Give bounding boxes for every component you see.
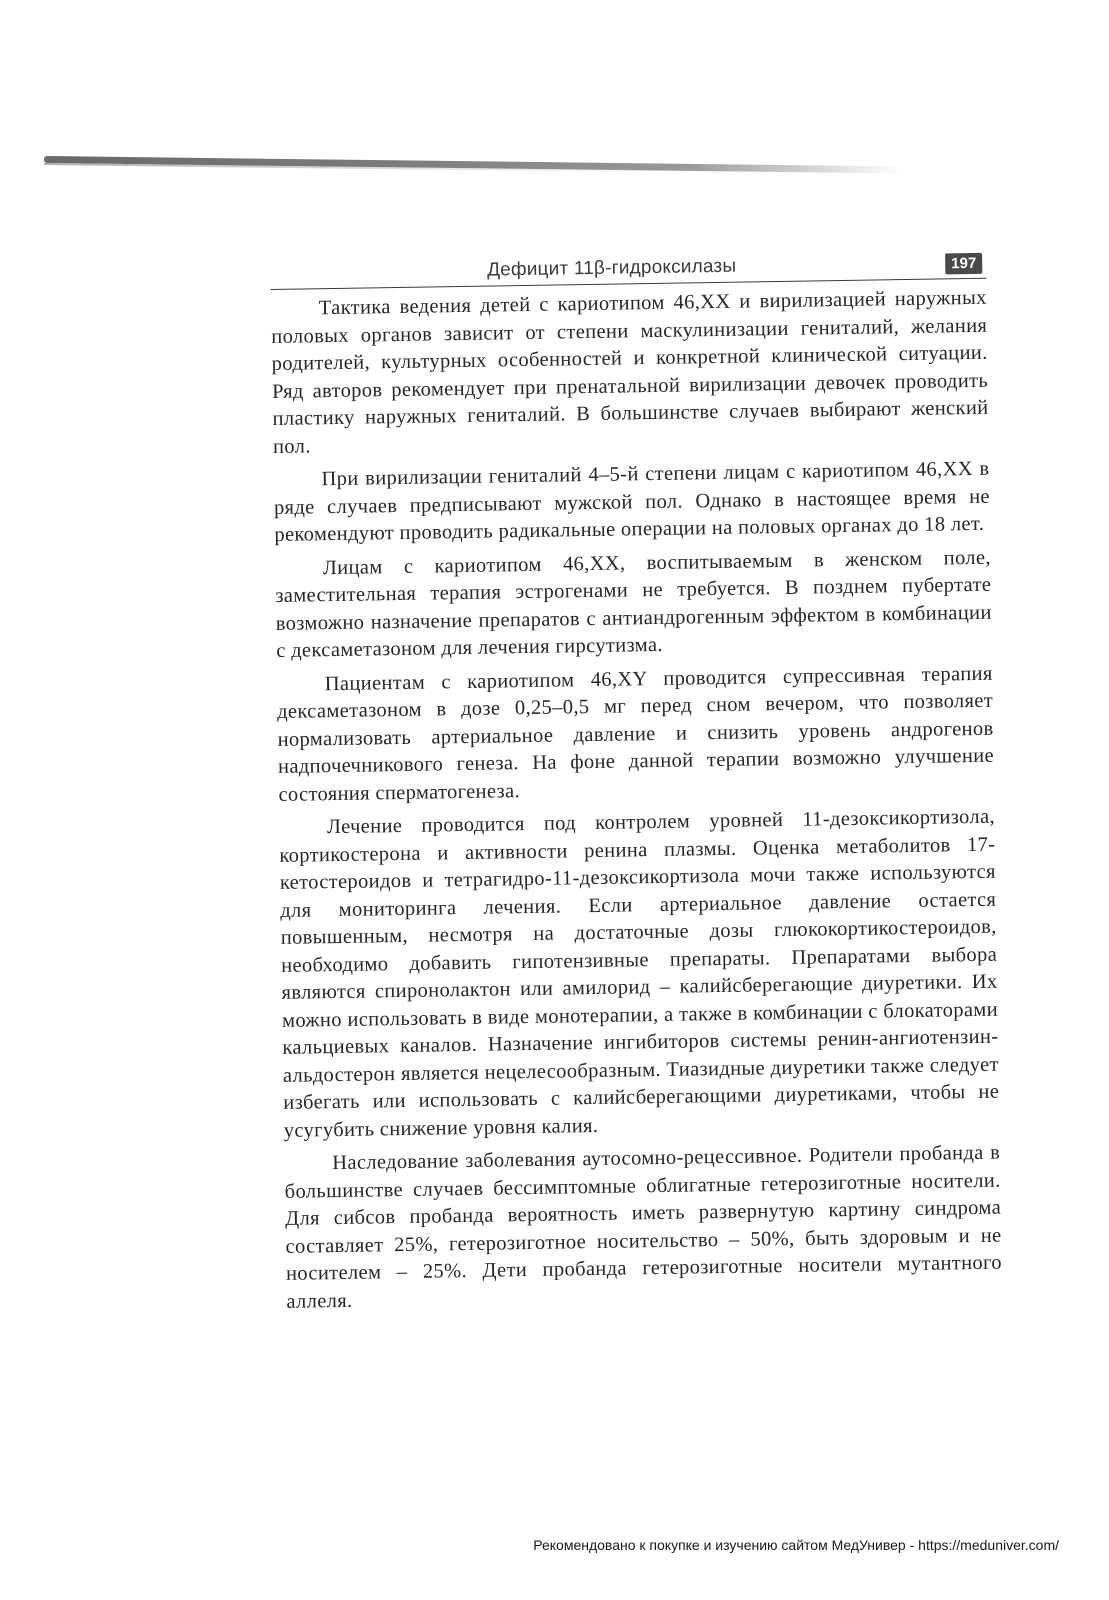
running-title: Дефицит 11β-гидроксилазы [486, 255, 737, 281]
book-page [270, 244, 1003, 1322]
paragraph: Лечение проводится под контролем уровней 11-дезоксикортизола, кортикостерона и активности ренина плазмы. Оценка метаболитов 17-кетостероидов и тетрагидро-11-дезоксикортизола мочи также используются для мониторинга лечения. Если артериальное давление остается повышенным, несмотря на достаточные дозы глюкокортикостероидов, необходимо добавить гипотензивные препараты. Препаратами выбора являются спиронолактон или амилорид – калийсберегающие диуретики. Их можно использовать в виде монотерапии, а также в комбинации с блокаторами кальциевых каналов. Назначение ингибиторов системы ренин-ангиотензин-альдостерон является нецелесообразным. Тиазидные диуретики также следует избегать или использовать с калийсберегающими диуретиками, чтобы не усугубить снижение уровня калия. [279, 805, 1000, 1142]
body-text [271, 285, 1003, 1316]
paragraph: Лицам с кариотипом 46,XX, воспитываемым в женском поле, заместительная терапия эстрогенами не требуется. В позднем пубертате возможно назначение препаратов с антиандрогенным эффектом в комбинации с дексаметазоном для лечения гирсутизма. [275, 546, 992, 662]
footer-recommendation-note: Рекомендовано к покупке и изучению сайтом МедУнивер - https://meduniver.com/ [533, 1537, 1059, 1553]
paragraph: Наследование заболевания аутосомно-рецессивное. Родители пробанда в большинстве случаев бессимптомные облигатные гетерозиготные носители. Для сибсов пробанда вероятность иметь развернутую картину синдрома составляет 25%, гетерозиготное носительство – 50%, быть здоровым и не носителем – 25%. Дети пробанда гетерозиготные носители мутантного аллеля. [284, 1141, 1003, 1313]
paragraph: Тактика ведения детей с кариотипом 46,XX и вирилизацией наружных половых органов зависит от степени маскулинизации гениталий, желания родителей, культурных особенностей и конкретной клинической ситуации. Ряд авторов рекомендует при пренатальной вирилизации девочек проводить пластику наружных гениталий. В большинстве случаев выбирают женский пол. [271, 286, 989, 458]
paragraph: Пациентам с кариотипом 46,XY проводится супрессивная терапия дексаметазоном в дозе 0,25–0,5 мг перед сном вечером, что позволяет нормализовать артериальное давление и снизить уровень андрогенов надпочечникового генеза. На фоне данной терапии возможно улучшение состояния сперматогенеза. [277, 662, 995, 806]
running-header [270, 244, 986, 290]
page-number-badge: 197 [945, 253, 982, 275]
paragraph: При вирилизации гениталий 4–5-й степени лицам с кариотипом 46,XX в ряде случаев предписывают мужской пол. Однако в настоящее время не рекомендуют проводить радикальные операции на половых органах до 18 лет. [273, 457, 991, 546]
